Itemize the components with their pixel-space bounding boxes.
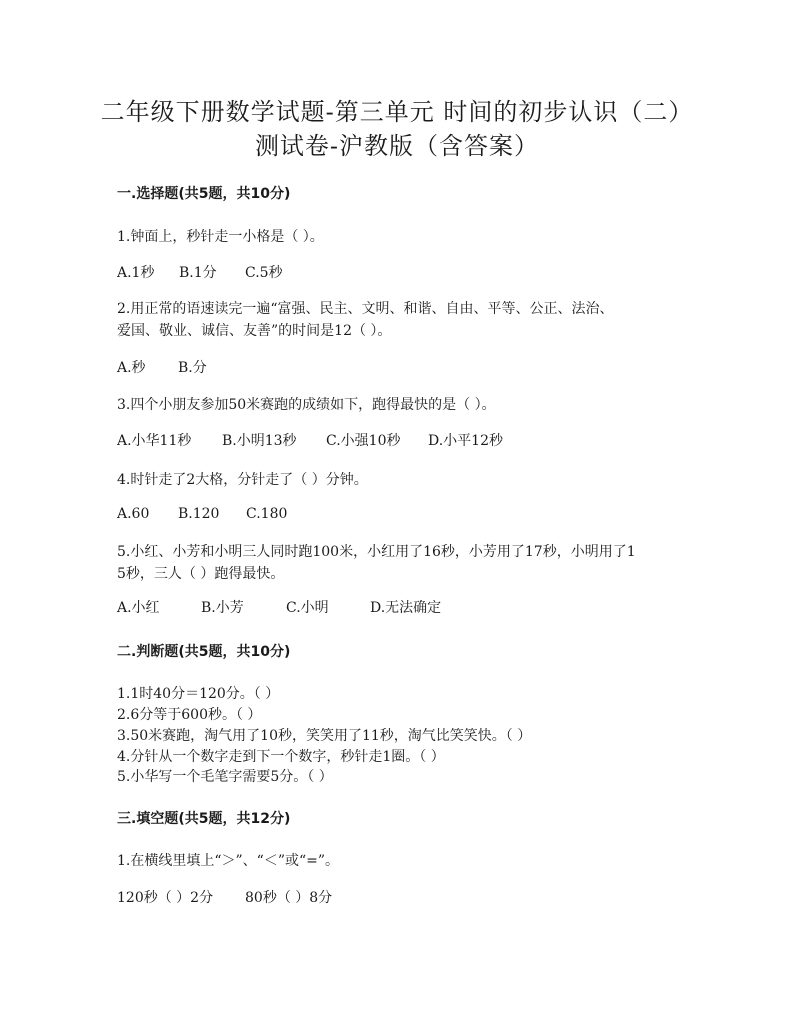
- option-a: A.小红: [117, 600, 160, 616]
- option-a: A.60: [117, 506, 150, 522]
- judge-item-4: 4.分针从一个数字走到下一个数字，秒针走1圈。（ ）: [117, 749, 445, 765]
- judge-item-2: 2.6分等于600秒。（ ）: [117, 707, 262, 723]
- question-1-text: 1.钟面上，秒针走一小格是（ ）。: [117, 229, 324, 245]
- question-4-text: 4.时针走了2大格，分针走了（ ）分钟。: [117, 472, 368, 488]
- option-b: B.小芳: [201, 600, 244, 616]
- option-b: B.1分: [179, 265, 217, 281]
- question-2-text-line-1: 2.用正常的语速读完一遍“富强、民主、文明、和谐、自由、平等、公正、法治、: [117, 301, 614, 317]
- question-5-text-line-1: 5.小红、小芳和小明三人同时跑100米，小红用了16秒，小芳用了17秒，小明用了1: [117, 544, 636, 560]
- question-2-text-line-2: 爱国、敬业、诚信、友善”的时间是12（ ）。: [117, 323, 392, 339]
- question-2-options: [117, 357, 207, 377]
- section-heading-true-false: 二.判断题(共5题，共10分): [117, 644, 291, 660]
- option-c: C.小明: [286, 600, 329, 616]
- section-heading-fill-blank: 三.填空题(共5题，共12分): [117, 811, 291, 827]
- fill-question-1-items: [117, 887, 332, 907]
- question-1-options: [117, 262, 283, 282]
- question-5-text-line-2: 5秒，三人（ ）跑得最快。: [117, 566, 285, 582]
- fill-item-1: 120秒（ ）2分: [117, 890, 214, 906]
- question-4-options: [117, 506, 287, 522]
- question-3-text: 3.四个小朋友参加50米赛跑的成绩如下，跑得最快的是（ ）。: [117, 397, 496, 413]
- option-c: C.小强10秒: [326, 433, 401, 449]
- judge-item-1: 1.1时40分＝120分。（ ）: [117, 686, 280, 702]
- option-b: B.分: [178, 360, 207, 376]
- option-a: A.小华11秒: [117, 433, 192, 449]
- option-a: A.秒: [117, 360, 146, 376]
- option-a: A.1秒: [117, 265, 155, 281]
- option-b: B.小明13秒: [222, 433, 297, 449]
- document-title-line-2: 测试卷-沪教版（含答案）: [254, 132, 540, 160]
- option-c: C.180: [246, 506, 288, 522]
- judge-item-5: 5.小华写一个毛笔字需要5分。（ ）: [117, 769, 333, 785]
- question-3-options: [117, 430, 503, 450]
- option-b: B.120: [178, 506, 220, 522]
- option-d: D.小平12秒: [428, 433, 503, 449]
- fill-item-2: 80秒（ ）8分: [245, 890, 333, 906]
- option-d: D.无法确定: [370, 600, 442, 616]
- question-5-options: [117, 597, 441, 617]
- section-heading-choice: 一.选择题(共5题，共10分): [117, 186, 291, 202]
- fill-question-1-text: 1.在横线里填上“＞”、“＜”或“=”。: [117, 853, 340, 869]
- option-c: C.5秒: [245, 265, 283, 281]
- document-title-line-1: 二年级下册数学试题-第三单元 时间的初步认识（二）: [100, 98, 694, 126]
- judge-item-3: 3.50米赛跑，淘气用了10秒，笑笑用了11秒，淘气比笑笑快。（ ）: [117, 728, 532, 744]
